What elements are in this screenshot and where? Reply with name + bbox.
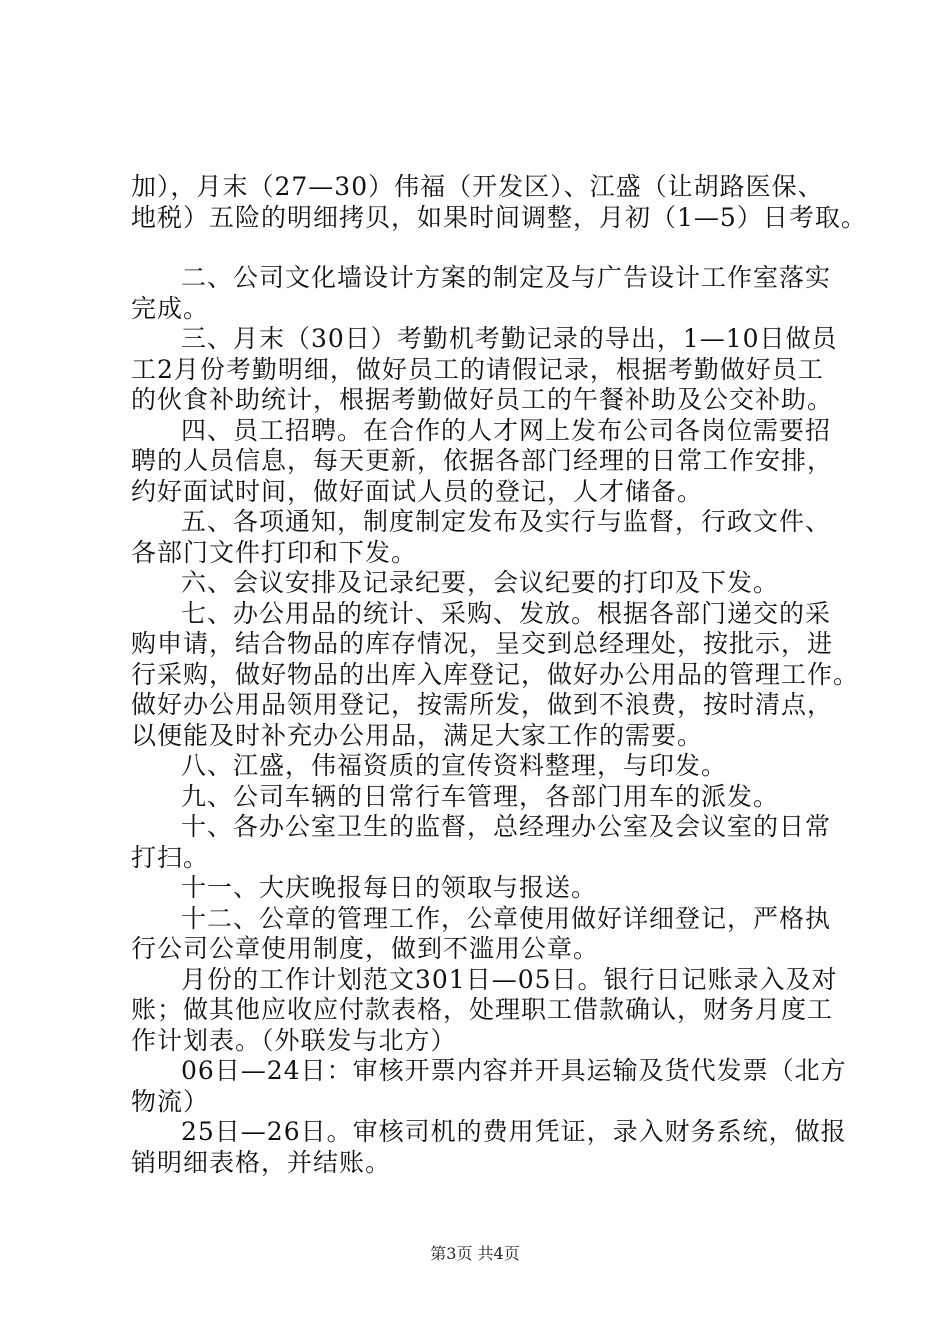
text-line: 二、公司文化墙设计方案的制定及与广告设计工作室落实 [181, 263, 832, 292]
text-line: 作计划表。（外联发与北方） [131, 1025, 457, 1055]
text-line: 06日—24日：审核开票内容并开具运输及货代发票（北方 [181, 1056, 847, 1085]
text-line: 打扫。 [131, 842, 210, 872]
text-line: 十一、大庆晚报每日的领取与报送。 [181, 873, 598, 902]
text-line: 的伙食补助统计，根据考勤做好员工的午餐补助及公交补助。 [131, 385, 834, 414]
text-line: 账；做其他应收应付款表格，处理职工借款确认，财务月度工 [131, 995, 834, 1024]
text-line: 做好办公用品领用登记，按需所发，做到不浪费，按时清点， [131, 690, 834, 719]
text-line: 六、会议安排及记录纪要，会议纪要的打印及下发。 [181, 568, 780, 597]
text-line: 八、江盛，伟福资质的宣传资料整理，与印发。 [181, 751, 728, 780]
text-line: 物流） [131, 1086, 210, 1116]
text-line: 四、员工招聘。在合作的人才网上发布公司各岗位需要招 [181, 415, 832, 445]
text-line: 行公司公章使用制度，做到不滥用公章。 [131, 934, 600, 963]
text-line: 地税）五险的明细拷贝，如果时间调整，月初（1—5）日考取。 [131, 202, 867, 232]
paragraph-gap [131, 233, 851, 263]
text-line: 十、各办公室卫生的监督，总经理办公室及会议室的日常 [181, 812, 832, 841]
text-line: 三、月末（30日）考勤机考勤记录的导出，1—10日做员 [181, 324, 838, 353]
text-line: 聘的人员信息，每天更新，依据各部门经理的日常工作安排， [131, 446, 834, 475]
text-line: 七、办公用品的统计、采购、发放。根据各部门递交的采 [181, 598, 832, 628]
text-line: 以便能及时补充办公用品，满足大家工作的需要。 [131, 720, 704, 750]
text-line: 工2月份考勤明细，做好员工的请假记录，根据考勤做好员工 [131, 354, 824, 384]
text-line: 加），月末（27—30）伟福（开发区）、江盛（让胡路医保、 [131, 172, 824, 201]
text-line: 购申请，结合物品的库存情况，呈交到总经理处，按批示，进 [131, 629, 834, 658]
text-line: 五、各项通知，制度制定发布及实行与监督，行政文件、 [181, 507, 832, 536]
text-line: 月份的工作计划范文301日—05日。银行日记账录入及对 [181, 964, 838, 994]
text-line: 各部门文件打印和下发。 [131, 537, 418, 567]
text-line: 行采购，做好物品的出库入库登记，做好办公用品的管理工作。 [131, 659, 860, 689]
text-line: 完成。 [131, 293, 210, 323]
document-body [131, 172, 867, 1178]
text-line: 十二、公章的管理工作，公章使用做好详细登记，严格执 [181, 903, 832, 933]
text-line: 约好面试时间，做好面试人员的登记，人才储备。 [131, 476, 704, 506]
text-line: 九、公司车辆的日常行车管理，各部门用车的派发。 [181, 781, 780, 811]
text-line: 销明细表格，并结账。 [131, 1147, 392, 1177]
text-line: 25日—26日。审核司机的费用凭证，录入财务系统，做报 [181, 1117, 847, 1146]
page-footer: 第3页 共4页 [430, 1244, 520, 1263]
